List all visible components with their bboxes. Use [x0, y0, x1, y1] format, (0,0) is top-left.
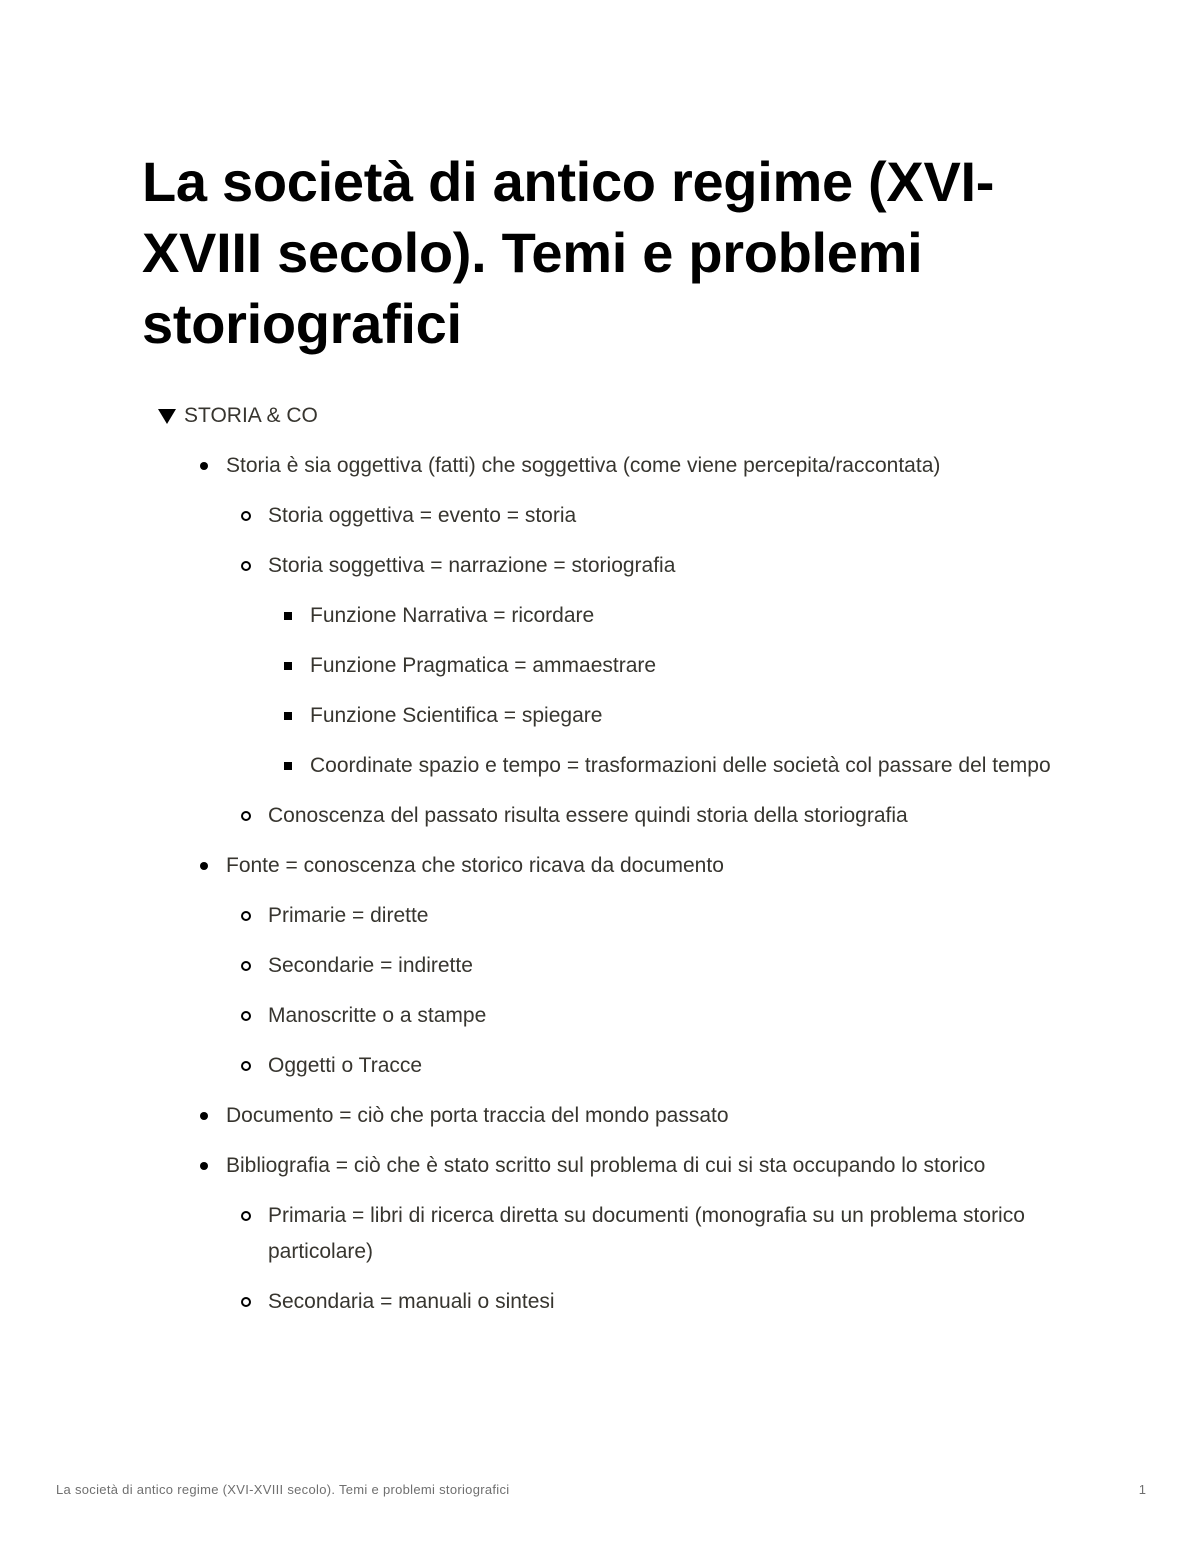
list-item-text: Funzione Pragmatica = ammaestrare — [310, 654, 657, 677]
list-item-text: Manoscritte o a stampe — [268, 1004, 487, 1027]
sub-list — [198, 898, 1056, 1084]
list-item — [240, 498, 1056, 534]
triangle-down-icon[interactable] — [158, 409, 176, 424]
list-item-text: Bibliografia = ciò che è stato scritto sul problema di cui si sta occupando lo storico — [226, 1154, 986, 1177]
toggle-block-storia[interactable] — [156, 398, 1056, 1334]
list-item-text: Primarie = dirette — [268, 904, 429, 927]
list-item-text: Fonte = conoscenza che storico ricava da documento — [226, 854, 724, 877]
circle-bullet-icon — [240, 798, 268, 834]
circle-bullet-icon — [240, 948, 268, 984]
list-item-text: Secondarie = indirette — [268, 954, 473, 977]
square-bullet-icon — [282, 648, 310, 684]
list-item-text: Storia è sia oggettiva (fatti) che soggettiva (come viene percepita/raccontata) — [226, 454, 941, 477]
list-item — [282, 648, 1056, 684]
list-item-text: Documento = ciò che porta traccia del mondo passato — [226, 1104, 729, 1127]
square-bullet-icon — [282, 748, 310, 784]
list-item — [198, 448, 1056, 834]
list-item — [282, 698, 1056, 734]
footer-document-title: La società di antico regime (XVI-XVIII secolo). Temi e problemi storiografici — [56, 1482, 510, 1497]
page-title: La società di antico regime (XVI-XVIII secolo). Temi e problemi storiografici — [142, 150, 995, 355]
list-item-text: Coordinate spazio e tempo = trasformazioni delle società col passare del tempo — [310, 754, 1051, 777]
circle-bullet-icon — [240, 1048, 268, 1084]
list-item — [240, 1198, 1056, 1270]
toggle-header[interactable] — [156, 398, 1056, 434]
circle-bullet-icon — [240, 1284, 268, 1320]
sub-list — [198, 1198, 1056, 1320]
square-bullet-icon — [282, 698, 310, 734]
list-item-text: Funzione Scientifica = spiegare — [310, 704, 603, 727]
circle-bullet-icon — [240, 898, 268, 934]
disc-bullet-icon — [198, 448, 226, 484]
list-item — [240, 948, 1056, 984]
list-item — [282, 598, 1056, 634]
bullet-list — [156, 448, 1056, 1320]
circle-bullet-icon — [240, 998, 268, 1034]
disc-bullet-icon — [198, 1148, 226, 1184]
list-item — [240, 548, 1056, 784]
sub-list — [198, 498, 1056, 834]
list-item — [240, 1284, 1056, 1320]
square-bullet-icon — [282, 598, 310, 634]
list-item — [240, 898, 1056, 934]
list-item-text: Storia soggettiva = narrazione = storiografia — [268, 554, 676, 577]
list-item — [240, 1048, 1056, 1084]
circle-bullet-icon — [240, 548, 268, 584]
disc-bullet-icon — [198, 1098, 226, 1134]
list-item-text: Primaria = libri di ricerca diretta su documenti (monografia su un problema storico particolare) — [268, 1204, 1025, 1263]
list-item-text: Secondaria = manuali o sintesi — [268, 1290, 555, 1313]
circle-bullet-icon — [240, 498, 268, 534]
disc-bullet-icon — [198, 848, 226, 884]
list-item — [240, 798, 1056, 834]
list-item-text: Storia oggettiva = evento = storia — [268, 504, 577, 527]
list-item — [198, 1148, 1056, 1320]
circle-bullet-icon — [240, 1198, 268, 1234]
sub-sub-list — [240, 598, 1056, 784]
list-item-text: Oggetti o Tracce — [268, 1054, 423, 1077]
list-item-text: Conoscenza del passato risulta essere quindi storia della storiografia — [268, 804, 908, 827]
footer-page-number: 1 — [1138, 1482, 1146, 1497]
toggle-label: STORIA & CO — [184, 404, 318, 427]
list-item — [198, 848, 1056, 1084]
list-item — [240, 998, 1056, 1034]
list-item — [282, 748, 1056, 784]
list-item — [198, 1098, 1056, 1134]
list-item-text: Funzione Narrativa = ricordare — [310, 604, 595, 627]
